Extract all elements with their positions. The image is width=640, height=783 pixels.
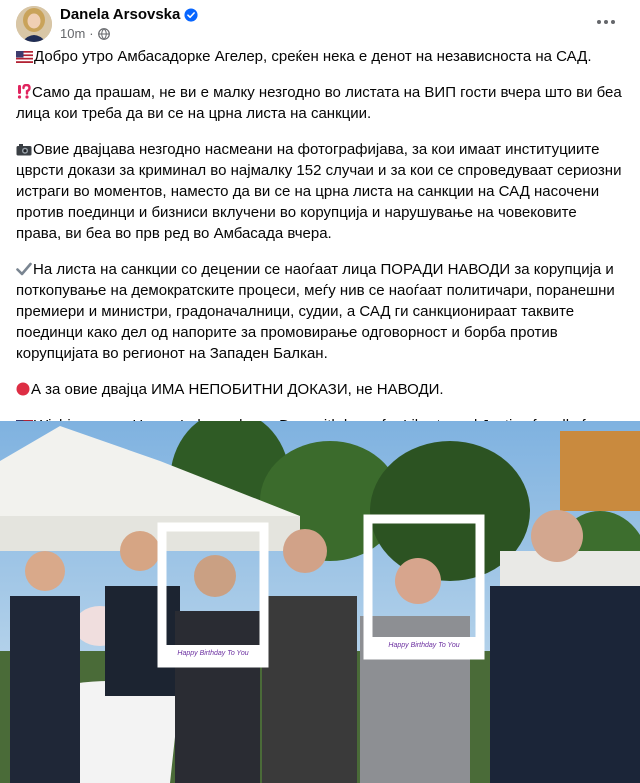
post-time[interactable]: 10m	[60, 26, 86, 41]
paragraph-text: Добро утро Амбасадорке Агелер, среќен нека е денот на независноста на САД.	[34, 48, 592, 65]
frame-caption-2: Happy Birthday To You	[388, 642, 460, 649]
paragraph	[16, 259, 624, 364]
post-header	[16, 4, 624, 44]
globe-icon	[98, 28, 110, 40]
paragraph	[16, 82, 624, 124]
check-mark-icon	[16, 262, 32, 276]
exclamation-question-icon	[16, 84, 31, 99]
avatar[interactable]	[16, 6, 52, 42]
us-flag-icon	[16, 51, 33, 63]
frame-caption-1: Happy Birthday To You	[177, 650, 249, 657]
camera-icon	[16, 143, 32, 156]
paragraph-text: Овие двајцава незгодно насмеани на фотографијава, за кои имаат институциите цврсти докази за криминал во најмалку 152 случаи и за кои се спроведуваат сериозни истраги во моментов, наместо да ви се на црна листа на санкции на САД насочени против поединци и бизниси вклучени во корупција и нарушување на човековите права, ви беа во прв ред во Амбасада вчера.	[16, 141, 622, 242]
paragraph-text: Само да прашам, не ви е малку незгодно во листата на ВИП гости вчера што ви беа лица кои треба да ви се на црна листа на санкции.	[16, 84, 622, 122]
paragraph	[16, 46, 624, 67]
post-photo[interactable]	[0, 421, 640, 783]
post-meta	[60, 26, 110, 41]
separator-dot: ·	[89, 26, 94, 41]
paragraph-text: На листа на санкции со децении се наоѓаат лица ПОРАДИ НАВОДИ за корупција и поткопување на демократските процеси, меѓу нив се наоѓаат политичари, поранешни премиери и министри, градоначалници, судии, а САД ги санкционираат таквите поединци како дел од напорите за промовирање одговорност и борба против корупцијата во регионот на Западен Балкан.	[16, 261, 615, 362]
paragraph-text: А за овие двајца ИМА НЕПОБИТНИ ДОКАЗИ, не НАВОДИ.	[31, 381, 444, 398]
verified-badge-icon	[184, 8, 198, 22]
red-circle-icon	[16, 382, 30, 396]
more-options-icon[interactable]	[594, 12, 618, 32]
paragraph	[16, 139, 624, 244]
author-name[interactable]: Danela Arsovska	[60, 6, 181, 23]
event-photo	[0, 421, 640, 783]
paragraph	[16, 379, 624, 400]
